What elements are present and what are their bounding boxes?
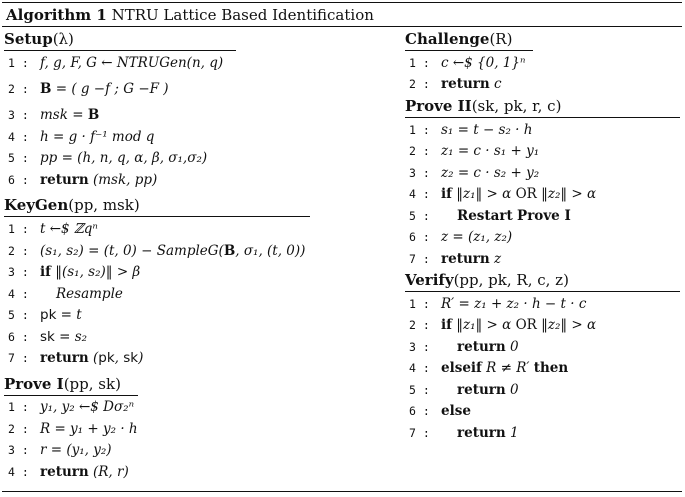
code-line [4,348,334,370]
procedure-heading [405,29,680,48]
procedure-setup [4,29,334,191]
algorithm-label: Algorithm 1 [6,6,107,24]
procedure-name: Challenge [405,30,490,48]
procedure-args: (pp, sk) [63,374,121,393]
code-line [4,219,334,241]
code-line [405,401,680,423]
code-line [4,397,334,419]
line-number: 2 : [409,77,430,92]
code-line [405,53,680,75]
line-code: return (pk, sk) [40,350,144,367]
algorithm-box [2,2,682,492]
line-number: 4 : [8,464,29,479]
line-code: Restart Prove I [457,207,571,224]
procedure-heading [4,374,334,393]
code-line [4,327,334,349]
line-code: return (msk, pp) [40,171,158,188]
line-number: 5 : [8,308,29,323]
line-code: elseif R ≠ R′ then [441,360,569,377]
title-rule [2,26,682,27]
line-number: 1 : [8,55,29,70]
left-column [4,29,334,483]
line-code: z₂ = c · s₂ + y₂ [441,164,540,181]
code-line [4,284,334,306]
procedure-args: (sk, pk, r, c) [471,96,562,115]
line-code: return c [441,76,502,93]
code-line [405,184,680,206]
line-code: return (R, r) [40,463,129,480]
algorithm-title [6,6,374,24]
line-number: 2 : [8,82,29,97]
line-code: R = y₁ + y₂ · h [40,420,138,437]
line-number: 4 : [8,129,29,144]
line-code: z₁ = c · s₁ + y₁ [441,143,540,160]
line-code: if ‖(s₁, s₂)‖ > β [40,264,141,281]
code-line [405,358,680,380]
line-code: t ←$ ℤqⁿ [40,221,98,238]
line-number: 1 : [409,296,430,311]
procedure-heading [4,29,334,48]
procedure-name: Prove II [405,96,472,115]
code-line [4,170,334,192]
procedure-verify [405,270,680,444]
line-code: if ‖z₁‖ > α OR ‖z₂‖ > α [441,317,597,334]
line-code: pp = (h, n, q, α, β, σ₁,σ₂) [40,150,208,167]
line-number: 1 : [409,55,430,70]
code-line [405,206,680,228]
line-number: 6 : [8,329,29,344]
line-code: return 1 [457,424,519,441]
code-line [405,294,680,316]
procedure-keygen [4,195,334,369]
procedure-prove-1 [4,374,334,484]
line-code: y₁, y₂ ←$ Dσ₂ⁿ [40,399,135,416]
line-number: 3 : [409,339,430,354]
procedure-args: (R) [489,30,513,48]
line-number: 1 : [8,222,29,237]
procedure-rule [405,117,680,118]
line-number: 2 : [8,243,29,258]
code-line [4,305,334,327]
code-line [4,419,334,441]
procedure-heading [4,195,334,214]
line-code: return 0 [457,381,519,398]
line-code: return z [441,250,502,267]
line-number: 1 : [409,122,430,137]
code-line [4,241,334,263]
line-code: sk = s₂ [40,328,88,345]
line-code: f, g, F, G ← NTRUGen(n, q) [40,54,224,71]
code-line [405,141,680,163]
code-line [405,423,680,445]
line-number: 3 : [8,108,29,123]
bottom-rule [2,491,682,492]
line-code: if ‖z₁‖ > α OR ‖z₂‖ > α [441,186,597,203]
line-code: R′ = z₁ + z₂ · h − t · c [441,295,587,312]
right-column [405,29,680,444]
line-code: else [441,403,471,420]
line-number: 6 : [409,230,430,245]
procedure-name: KeyGen [4,196,69,215]
code-line [405,337,680,359]
procedure-name: Setup [4,30,53,48]
line-code: r = (y₁, y₂) [40,442,112,459]
procedure-challenge [405,29,680,96]
line-number: 5 : [409,382,430,397]
procedure-heading [405,96,680,115]
code-line [405,315,680,337]
line-code: B = ( g −f ; G −F ) [40,81,169,98]
line-number: 2 : [409,144,430,159]
line-code: Resample [56,285,123,302]
line-code: pk = t [40,307,82,324]
procedure-args: (pp, pk, R, c, z) [453,271,569,290]
algorithm-name: NTRU Lattice Based Identification [111,6,374,24]
line-number: 7 : [409,425,430,440]
code-line [4,440,334,462]
line-number: 2 : [8,421,29,436]
code-line [4,127,334,149]
line-code: h = g · f⁻¹ mod q [40,128,155,145]
procedure-name: Prove I [4,374,64,393]
procedure-prove-2 [405,96,680,270]
procedure-args: (λ) [52,30,74,48]
code-line [4,262,334,284]
line-code: (s₁, s₂) = (t, 0) − SampleG(B, σ₁, (t, 0)) [40,242,306,259]
line-code: return 0 [457,338,519,355]
line-number: 3 : [409,165,430,180]
procedure-rule [4,216,310,217]
line-number: 2 : [409,318,430,333]
line-number: 4 : [409,187,430,202]
procedure-rule [4,395,138,396]
line-number: 4 : [8,286,29,301]
line-number: 5 : [8,151,29,166]
line-code: z = (z₁, z₂) [441,229,513,246]
procedure-rule [405,291,680,292]
procedure-heading [405,270,680,289]
procedure-name: Verify [405,271,454,290]
procedure-args: (pp, msk) [68,196,140,215]
line-number: 6 : [8,172,29,187]
line-number: 3 : [8,443,29,458]
line-code: s₁ = t − s₂ · h [441,121,533,138]
line-number: 1 : [8,400,29,415]
code-line [405,74,680,96]
line-number: 7 : [409,251,430,266]
code-line [405,163,680,185]
code-line [405,249,680,271]
procedure-rule [4,50,236,51]
code-line [4,53,334,75]
code-line [405,227,680,249]
line-code: c ←$ {0, 1}ⁿ [441,54,526,71]
line-number: 6 : [409,404,430,419]
top-rule [2,2,682,3]
code-line [405,120,680,142]
line-code: msk = B [40,107,100,124]
line-number: 3 : [8,265,29,280]
code-line [4,462,334,484]
line-number: 7 : [8,351,29,366]
procedure-rule [405,50,533,51]
code-line [4,105,334,127]
line-number: 4 : [409,361,430,376]
code-line [405,380,680,402]
code-line [4,74,334,105]
line-number: 5 : [409,208,430,223]
code-line [4,148,334,170]
